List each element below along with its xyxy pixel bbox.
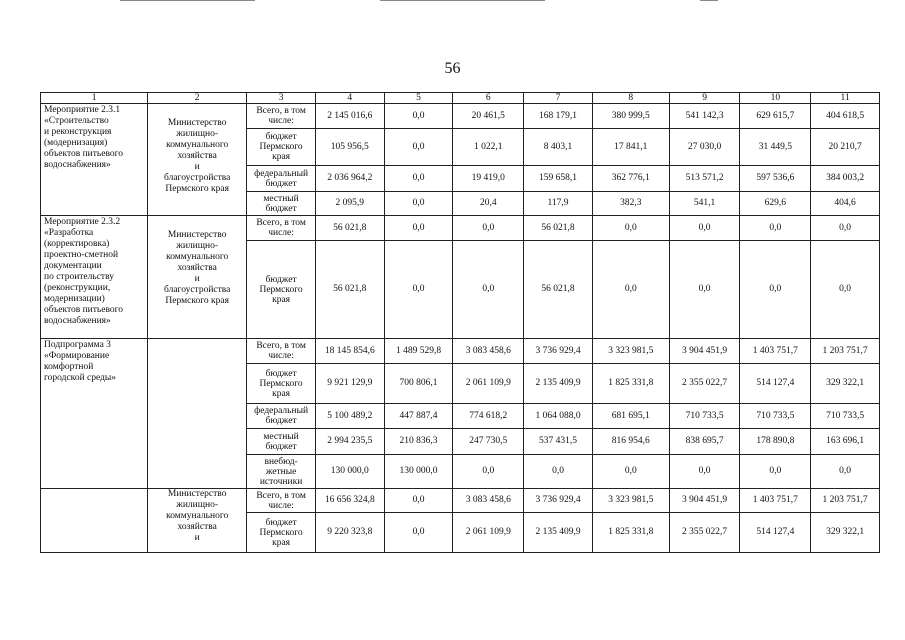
value-cell: 1 022,1 bbox=[453, 129, 524, 166]
value-cell: 9 220 323,8 bbox=[315, 513, 384, 553]
value-cell: 3 323 981,5 bbox=[592, 339, 669, 364]
value-cell: 0,0 bbox=[453, 216, 524, 241]
value-cell: 18 145 854,6 bbox=[315, 339, 384, 364]
value-cell: 31 449,5 bbox=[740, 129, 811, 166]
value-cell: 329 322,1 bbox=[811, 513, 880, 553]
value-cell: 3 904 451,9 bbox=[669, 489, 740, 513]
value-cell: 20 461,5 bbox=[453, 104, 524, 129]
value-cell: 514 127,4 bbox=[740, 364, 811, 404]
value-cell: 629 615,7 bbox=[740, 104, 811, 129]
value-cell: 130 000,0 bbox=[315, 455, 384, 489]
value-cell: 247 730,5 bbox=[453, 429, 524, 455]
value-cell: 2 036 964,2 bbox=[315, 166, 384, 192]
executor-cell: Министерство жилищно- коммунального хозяйства и благоустройства Пермского края bbox=[148, 104, 247, 216]
header-row bbox=[41, 93, 880, 104]
value-cell: 17 841,1 bbox=[592, 129, 669, 166]
value-cell: 3 083 458,6 bbox=[453, 339, 524, 364]
column-header: 7 bbox=[524, 93, 593, 104]
funding-source-cell: Всего, в том числе: bbox=[247, 339, 316, 364]
value-cell: 0,0 bbox=[669, 216, 740, 241]
value-cell: 710 733,5 bbox=[811, 404, 880, 429]
measure-name-cell bbox=[41, 489, 148, 553]
value-cell: 9 921 129,9 bbox=[315, 364, 384, 404]
value-cell: 1 403 751,7 bbox=[740, 339, 811, 364]
value-cell: 0,0 bbox=[740, 216, 811, 241]
value-cell: 0,0 bbox=[669, 241, 740, 339]
value-cell: 816 954,6 bbox=[592, 429, 669, 455]
value-cell: 178 890,8 bbox=[740, 429, 811, 455]
value-cell: 0,0 bbox=[384, 166, 453, 192]
value-cell: 3 323 981,5 bbox=[592, 489, 669, 513]
measure-name-cell: Мероприятие 2.3.1 «Строительство и реконструкция (модернизация) объектов питьевого водоснабжения» bbox=[41, 104, 148, 216]
funding-source-cell: бюджет Пермского края bbox=[247, 364, 316, 404]
value-cell: 8 403,1 bbox=[524, 129, 593, 166]
column-header: 8 bbox=[592, 93, 669, 104]
value-cell: 0,0 bbox=[811, 216, 880, 241]
value-cell: 597 536,6 bbox=[740, 166, 811, 192]
executor-cell: Министерство жилищно- коммунального хозяйства и bbox=[148, 489, 247, 553]
scan-artifact-line bbox=[120, 0, 255, 1]
value-cell: 380 999,5 bbox=[592, 104, 669, 129]
funding-source-cell: федеральный бюджет bbox=[247, 166, 316, 192]
value-cell: 447 887,4 bbox=[384, 404, 453, 429]
value-cell: 56 021,8 bbox=[315, 241, 384, 339]
value-cell: 710 733,5 bbox=[669, 404, 740, 429]
value-cell: 19 419,0 bbox=[453, 166, 524, 192]
measure-name-cell: Подпрограмма 3 «Формирование комфортной городской среды» bbox=[41, 339, 148, 489]
value-cell: 681 695,1 bbox=[592, 404, 669, 429]
value-cell: 0,0 bbox=[740, 241, 811, 339]
funding-source-cell: бюджет Пермского края bbox=[247, 513, 316, 553]
column-header: 6 bbox=[453, 93, 524, 104]
value-cell: 0,0 bbox=[811, 455, 880, 489]
value-cell: 384 003,2 bbox=[811, 166, 880, 192]
value-cell: 700 806,1 bbox=[384, 364, 453, 404]
funding-source-cell: федеральный бюджет bbox=[247, 404, 316, 429]
value-cell: 2 355 022,7 bbox=[669, 364, 740, 404]
value-cell: 1 825 331,8 bbox=[592, 364, 669, 404]
value-cell: 20 210,7 bbox=[811, 129, 880, 166]
column-header: 1 bbox=[41, 93, 148, 104]
value-cell: 541 142,3 bbox=[669, 104, 740, 129]
value-cell: 0,0 bbox=[384, 241, 453, 339]
value-cell: 0,0 bbox=[453, 241, 524, 339]
scan-artifact-line bbox=[700, 0, 718, 1]
funding-source-cell: местный бюджет bbox=[247, 192, 316, 216]
value-cell: 404 618,5 bbox=[811, 104, 880, 129]
value-cell: 1 825 331,8 bbox=[592, 513, 669, 553]
table-row bbox=[41, 104, 880, 129]
value-cell: 0,0 bbox=[384, 192, 453, 216]
value-cell: 117,9 bbox=[524, 192, 593, 216]
value-cell: 0,0 bbox=[384, 489, 453, 513]
value-cell: 1 203 751,7 bbox=[811, 339, 880, 364]
value-cell: 130 000,0 bbox=[384, 455, 453, 489]
value-cell: 514 127,4 bbox=[740, 513, 811, 553]
value-cell: 1 403 751,7 bbox=[740, 489, 811, 513]
executor-cell: Министерство жилищно- коммунального хозяйства и благоустройства Пермского края bbox=[148, 216, 247, 339]
value-cell: 16 656 324,8 bbox=[315, 489, 384, 513]
value-cell: 168 179,1 bbox=[524, 104, 593, 129]
table-row bbox=[41, 489, 880, 513]
column-header: 4 bbox=[315, 93, 384, 104]
funding-source-cell: бюджет Пермского края bbox=[247, 241, 316, 339]
value-cell: 1 064 088,0 bbox=[524, 404, 593, 429]
value-cell: 0,0 bbox=[740, 455, 811, 489]
executor-cell bbox=[148, 339, 247, 489]
value-cell: 2 095,9 bbox=[315, 192, 384, 216]
value-cell: 0,0 bbox=[384, 129, 453, 166]
budget-table bbox=[40, 92, 880, 553]
column-header: 10 bbox=[740, 93, 811, 104]
value-cell: 2 355 022,7 bbox=[669, 513, 740, 553]
funding-source-cell: внебюд- жетные источники bbox=[247, 455, 316, 489]
value-cell: 27 030,0 bbox=[669, 129, 740, 166]
value-cell: 20,4 bbox=[453, 192, 524, 216]
table-row bbox=[41, 216, 880, 241]
value-cell: 210 836,3 bbox=[384, 429, 453, 455]
value-cell: 0,0 bbox=[669, 455, 740, 489]
column-header: 5 bbox=[384, 93, 453, 104]
value-cell: 0,0 bbox=[384, 104, 453, 129]
value-cell: 0,0 bbox=[384, 216, 453, 241]
value-cell: 2 994 235,5 bbox=[315, 429, 384, 455]
funding-source-cell: Всего, в том числе: bbox=[247, 489, 316, 513]
value-cell: 3 736 929,4 bbox=[524, 339, 593, 364]
value-cell: 2 135 409,9 bbox=[524, 364, 593, 404]
value-cell: 329 322,1 bbox=[811, 364, 880, 404]
value-cell: 3 736 929,4 bbox=[524, 489, 593, 513]
value-cell: 2 061 109,9 bbox=[453, 364, 524, 404]
value-cell: 3 904 451,9 bbox=[669, 339, 740, 364]
value-cell: 629,6 bbox=[740, 192, 811, 216]
value-cell: 537 431,5 bbox=[524, 429, 593, 455]
value-cell: 0,0 bbox=[592, 455, 669, 489]
value-cell: 0,0 bbox=[524, 455, 593, 489]
value-cell: 159 658,1 bbox=[524, 166, 593, 192]
value-cell: 56 021,8 bbox=[524, 241, 593, 339]
value-cell: 541,1 bbox=[669, 192, 740, 216]
value-cell: 774 618,2 bbox=[453, 404, 524, 429]
funding-source-cell: бюджет Пермского края bbox=[247, 129, 316, 166]
table-body bbox=[41, 93, 880, 553]
value-cell: 0,0 bbox=[592, 241, 669, 339]
measure-name-cell: Мероприятие 2.3.2 «Разработка (корректировка) проектно-сметной документации по строительству (реконструкции, модернизации) объектов питьевого водоснабжения» bbox=[41, 216, 148, 339]
value-cell: 56 021,8 bbox=[524, 216, 593, 241]
column-header: 9 bbox=[669, 93, 740, 104]
funding-source-cell: Всего, в том числе: bbox=[247, 216, 316, 241]
value-cell: 2 145 016,6 bbox=[315, 104, 384, 129]
value-cell: 404,6 bbox=[811, 192, 880, 216]
column-header: 11 bbox=[811, 93, 880, 104]
value-cell: 0,0 bbox=[592, 216, 669, 241]
value-cell: 5 100 489,2 bbox=[315, 404, 384, 429]
value-cell: 362 776,1 bbox=[592, 166, 669, 192]
column-header: 2 bbox=[148, 93, 247, 104]
funding-source-cell: Всего, в том числе: bbox=[247, 104, 316, 129]
value-cell: 2 061 109,9 bbox=[453, 513, 524, 553]
value-cell: 3 083 458,6 bbox=[453, 489, 524, 513]
value-cell: 56 021,8 bbox=[315, 216, 384, 241]
value-cell: 838 695,7 bbox=[669, 429, 740, 455]
value-cell: 0,0 bbox=[384, 513, 453, 553]
value-cell: 163 696,1 bbox=[811, 429, 880, 455]
value-cell: 1 489 529,8 bbox=[384, 339, 453, 364]
value-cell: 710 733,5 bbox=[740, 404, 811, 429]
funding-source-cell: местный бюджет bbox=[247, 429, 316, 455]
value-cell: 105 956,5 bbox=[315, 129, 384, 166]
column-header: 3 bbox=[247, 93, 316, 104]
value-cell: 1 203 751,7 bbox=[811, 489, 880, 513]
value-cell: 382,3 bbox=[592, 192, 669, 216]
value-cell: 0,0 bbox=[811, 241, 880, 339]
value-cell: 2 135 409,9 bbox=[524, 513, 593, 553]
value-cell: 0,0 bbox=[453, 455, 524, 489]
table-row bbox=[41, 339, 880, 364]
page-number: 56 bbox=[444, 60, 461, 77]
scan-artifact-line bbox=[380, 0, 545, 1]
value-cell: 513 571,2 bbox=[669, 166, 740, 192]
